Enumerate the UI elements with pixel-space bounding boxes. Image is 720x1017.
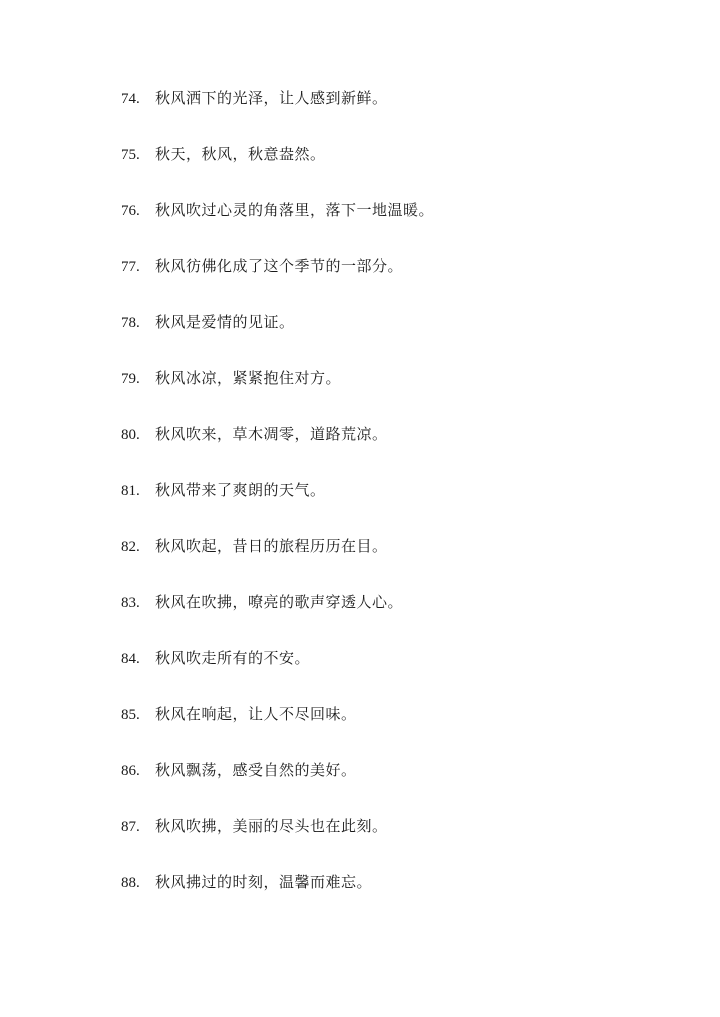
item-text: 秋风在响起，让人不尽回味。 <box>155 705 357 723</box>
item-text: 秋风是爱情的见证。 <box>155 313 295 331</box>
item-text: 秋风飘荡，感受自然的美好。 <box>155 761 357 779</box>
list-item <box>121 254 681 310</box>
list-item <box>121 814 681 870</box>
item-number: 81. <box>121 483 140 499</box>
list-item <box>121 534 681 590</box>
item-text: 秋风吹走所有的不安。 <box>155 649 311 667</box>
list-item <box>121 198 681 254</box>
list-item <box>121 86 681 142</box>
item-text: 秋天，秋风，秋意盎然。 <box>155 145 326 163</box>
list-item <box>121 422 681 478</box>
item-number: 80. <box>121 427 140 443</box>
numbered-list <box>121 86 681 926</box>
item-number: 83. <box>121 595 140 611</box>
item-number: 76. <box>121 203 140 219</box>
item-text: 秋风吹来，草木凋零，道路荒凉。 <box>155 425 388 443</box>
list-item <box>121 142 681 198</box>
item-number: 74. <box>121 91 140 107</box>
item-number: 77. <box>121 259 140 275</box>
list-item <box>121 590 681 646</box>
item-number: 79. <box>121 371 140 387</box>
list-item <box>121 870 681 926</box>
list-item <box>121 310 681 366</box>
list-item <box>121 366 681 422</box>
item-text: 秋风吹起，昔日的旅程历历在目。 <box>155 537 388 555</box>
item-number: 84. <box>121 651 140 667</box>
item-text: 秋风在吹拂，嘹亮的歌声穿透人心。 <box>155 593 404 611</box>
list-item <box>121 758 681 814</box>
item-number: 82. <box>121 539 140 555</box>
list-item <box>121 478 681 534</box>
item-text: 秋风吹过心灵的角落里，落下一地温暖。 <box>155 201 435 219</box>
item-text: 秋风冰凉，紧紧抱住对方。 <box>155 369 342 387</box>
item-text: 秋风拂过的时刻，温馨而难忘。 <box>155 873 373 891</box>
item-text: 秋风吹拂，美丽的尽头也在此刻。 <box>155 817 388 835</box>
item-number: 87. <box>121 819 140 835</box>
item-number: 75. <box>121 147 140 163</box>
list-item <box>121 702 681 758</box>
item-text: 秋风带来了爽朗的天气。 <box>155 481 326 499</box>
item-text: 秋风彷佛化成了这个季节的一部分。 <box>155 257 404 275</box>
item-number: 88. <box>121 875 140 891</box>
item-number: 86. <box>121 763 140 779</box>
item-number: 85. <box>121 707 140 723</box>
item-number: 78. <box>121 315 140 331</box>
item-text: 秋风洒下的光泽，让人感到新鲜。 <box>155 89 388 107</box>
list-item <box>121 646 681 702</box>
